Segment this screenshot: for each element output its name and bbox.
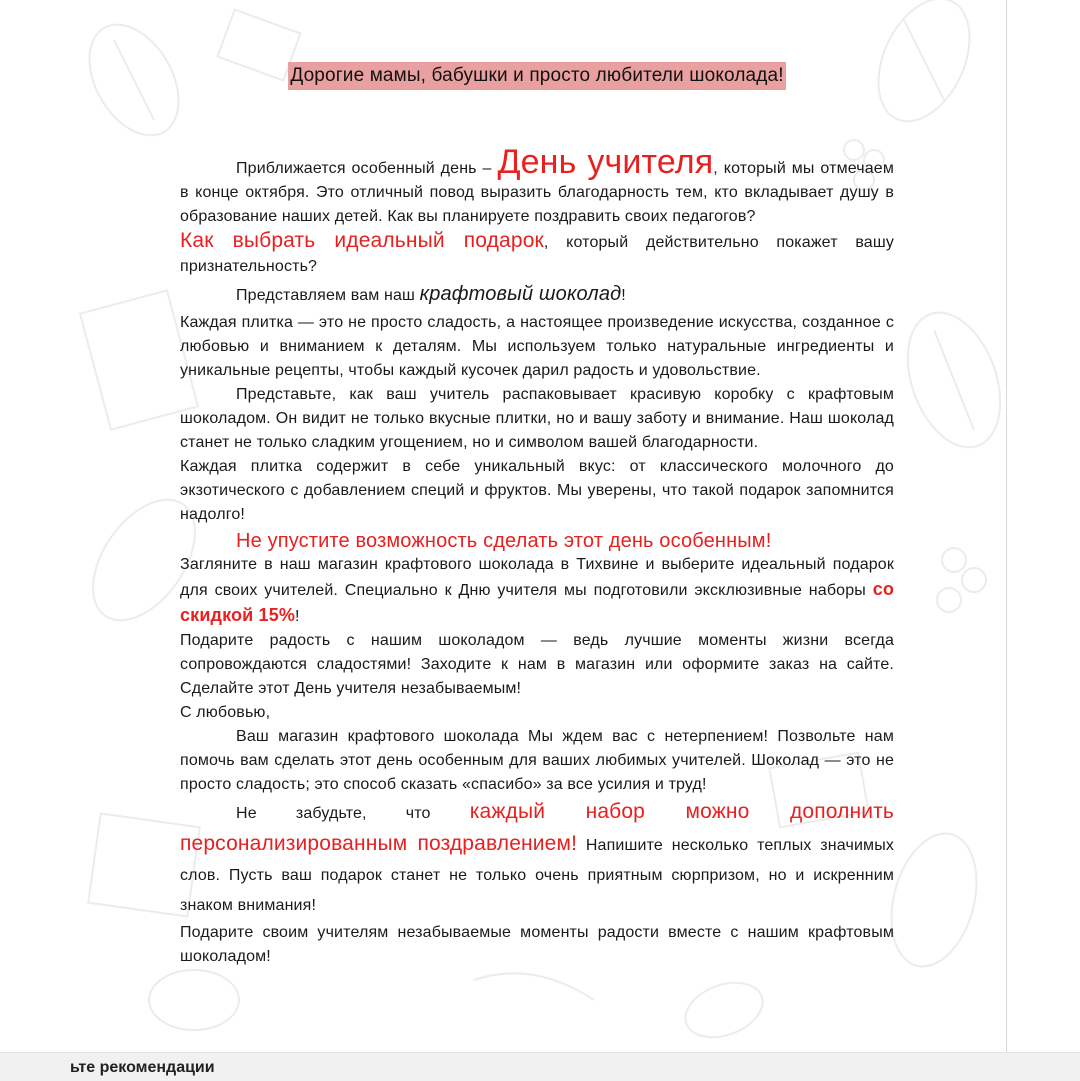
teachers-day-highlight: День учителя xyxy=(497,143,714,181)
paragraph-visit-store: Загляните в наш магазин крафтового шоколада в Тихвине и выберите идеальный подарок для своих учителей. Специально к Дню учителя мы подготовили эксклюзивные наборы со скидкой 15%! xyxy=(180,556,894,625)
gift-question-highlight: Как выбрать идеальный подарок xyxy=(180,229,544,252)
section-heading-opportunity: Не упустите возможность сделать этот день особенным! xyxy=(236,530,772,552)
paragraph-closing: Подарите своим учителям незабываемые моменты радости вместе с нашим крафтовым шоколадом! xyxy=(180,924,894,965)
recommendations-heading[interactable]: ьте рекомендации xyxy=(70,1059,215,1076)
paragraph-imagine: Представьте, как ваш учитель распаковывает красивую коробку с крафтовым шоколадом. Он видит не только вкусные плитки, но и вашу заботу и внимание. Наш шоколад станет не только сладким угощением, но и символом вашей благодарности. xyxy=(180,386,894,451)
paragraph-with-love: С любовью, xyxy=(180,704,271,721)
personalize-highlight: каждый набор можно дополнить персонализированным поздравлением! xyxy=(180,800,894,855)
paragraph-give-joy: Подарите радость с нашим шоколадом — ведь лучшие моменты жизни всегда сопровождаются сладостями! Заходите к нам в магазин или оформите заказ на сайте. Сделайте этот День учителя незабываемым! xyxy=(180,632,894,697)
letter-body xyxy=(180,62,894,969)
document-page xyxy=(74,0,1007,1052)
paragraph-unique-taste: Каждая плитка содержит в себе уникальный вкус: от классического молочного до экзотического с добавлением специй и фруктов. Мы уверены, что такой подарок запомнится надолго! xyxy=(180,458,894,523)
footer-bar xyxy=(0,1052,1080,1081)
discount-badge: со скидкой 15% xyxy=(180,579,894,625)
paragraph-personalize: Не забудьте, что каждый набор можно дополнить персонализированным поздравлением! Напишите несколько теплых значимых слов. Пусть ваш подарок станет не только очень приятным сюрпризом, но и искренним знаком внимания! xyxy=(180,800,894,914)
page-title: Дорогие мамы, бабушки и просто любители шоколада! xyxy=(288,62,785,90)
paragraph-craft-intro: Представляем вам наш крафтовый шоколад! xyxy=(236,283,626,305)
paragraph-signature: Ваш магазин крафтового шоколада Мы ждем вас с нетерпением! Позвольте нам помочь вам сделать этот день особенным для ваших любимых учителей. Шоколад — это не просто сладость; это способ сказать «спасибо» за все усилия и труд! xyxy=(180,728,894,793)
paragraph-gift-question: Как выбрать идеальный подарок, который действительно покажет вашу признательность? xyxy=(180,229,894,275)
paragraph-teachers-day: Приближается особенный день – День учителя, который мы отмечаем в конце октября. Это отличный повод выразить благодарность тем, кто вкладывает душу в образование наших детей. Как вы планируете поздравить своих педагогов? xyxy=(180,143,894,225)
craft-chocolate-highlight: крафтовый шоколад xyxy=(419,283,622,305)
paragraph-each-bar: Каждая плитка — это не просто сладость, а настоящее произведение искусства, созданное с любовью и вниманием к деталям. Мы используем только натуральные ингредиенты и уникальные рецепты, чтобы каждый кусочек дарил радость и удовольствие. xyxy=(180,314,894,379)
